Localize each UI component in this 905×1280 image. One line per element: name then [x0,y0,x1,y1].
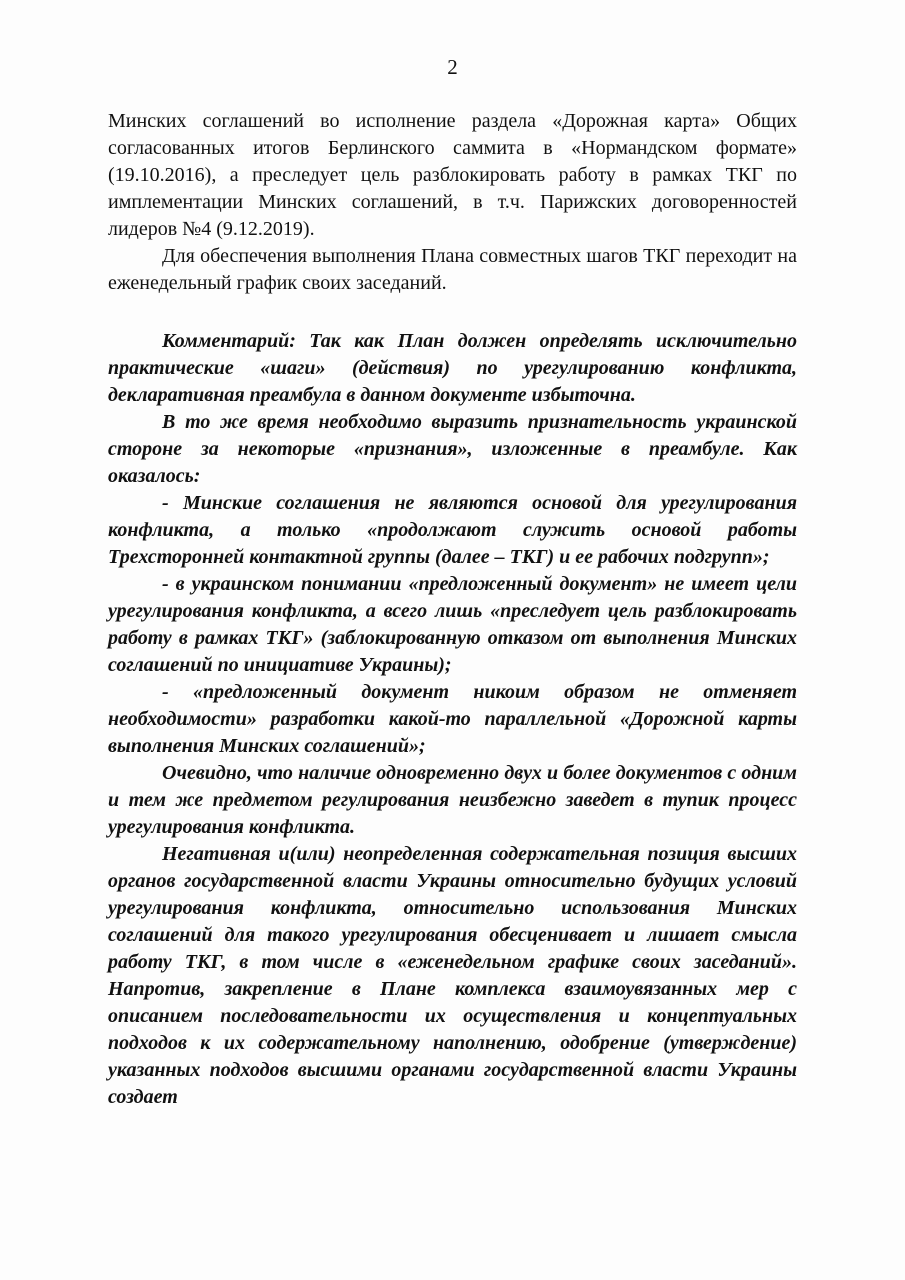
main-paragraph-1: Минских соглашений во исполнение раздела «Дорожная карта» Общих согласованных итогов Берлинского саммита в «Нормандском формате» (19.10.2016), а преследует цель разблокировать работу в рамках ТКГ по имплементации Минских соглашений, в т.ч. Парижских договоренностей лидеров №4 (9.12.2019). [108,110,797,240]
commentary-block [108,328,797,1111]
main-paragraph-2: Для обеспечения выполнения Плана совместных шагов ТКГ переходит на еженедельный график своих заседаний. [108,245,797,294]
comment-paragraph-4: - в украинском понимании «предложенный документ» не имеет цели урегулирования конфликта, а всего лишь «преследует цель разблокировать работу в рамках ТКГ» (заблокированную отказом от выполнения Минских соглашений по инициативе Украины); [108,573,797,676]
comment-paragraph-7: Негативная и(или) неопределенная содержательная позиция высших органов государственной власти Украины относительно будущих условий урегулирования конфликта, относительно использования Минских соглашений для такого урегулирования обесценивает и лишает смысла работу ТКГ, в том числе в «еженедельном графике своих заседаний». Напротив, закрепление в Плане комплекса взаимоувязанных мер с описанием последовательности их осуществления и концептуальных подходов к их содержательному наполнению, одобрение (утверждение) указанных подходов высшими органами государственной власти Украины создает [108,843,797,1108]
main-text-block [108,108,797,297]
comment-paragraph-1: Комментарий: Так как План должен определять исключительно практические «шаги» (действия) по урегулированию конфликта, декларативная преамбула в данном документе избыточна. [108,330,797,406]
page-number: 2 [447,55,458,79]
comment-paragraph-6: Очевидно, что наличие одновременно двух и более документов с одним и тем же предметом регулирования неизбежно заведет в тупик процесс урегулирования конфликта. [108,762,797,838]
comment-paragraph-3: - Минские соглашения не являются основой для урегулирования конфликта, а только «продолжают служить основой работы Трехсторонней контактной группы (далее – ТКГ) и ее рабочих подгрупп»; [108,492,797,568]
comment-paragraph-5: - «предложенный документ никоим образом не отменяет необходимости» разработки какой-то параллельной «Дорожной карты выполнения Минских соглашений»; [108,681,797,757]
comment-paragraph-2: В то же время необходимо выразить признательность украинской стороне за некоторые «признания», изложенные в преамбуле. Как оказалось: [108,411,797,487]
